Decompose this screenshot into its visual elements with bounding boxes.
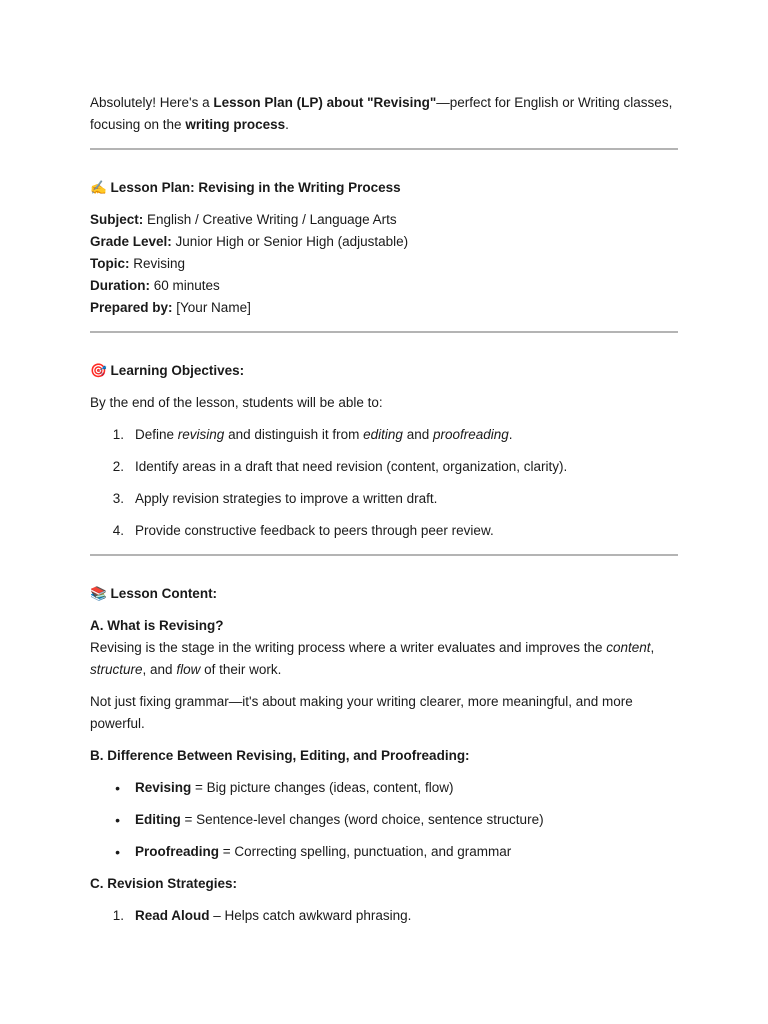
meta-block [90, 209, 678, 319]
list-item: • Revising = Big picture changes (ideas, content, flow) [90, 777, 678, 799]
list-item: 2. Identify areas in a draft that need revision (content, organization, clarity). [112, 459, 568, 474]
divider [90, 554, 678, 556]
bullet-icon: • [115, 844, 120, 860]
section-a-heading: A. What is Revising? [90, 618, 224, 633]
list-item: 3. Apply revision strategies to improve a written draft. [112, 491, 438, 506]
meta-subject: Subject: English / Creative Writing / Language Arts [90, 212, 397, 227]
meta-prepared-by: Prepared by: [Your Name] [90, 300, 251, 315]
divider [90, 148, 678, 150]
strategies-list [90, 905, 678, 927]
section-a-paragraph-1: Revising is the stage in the writing process where a writer evaluates and improves the content, structure, and flow of their work. [90, 640, 655, 677]
intro-text: —perfect for English or Writing classes, focusing on the [90, 95, 673, 132]
meta-topic: Topic: Revising [90, 256, 186, 271]
divider [90, 331, 678, 333]
list-item: • Proofreading = Correcting spelling, punctuation, and grammar [90, 841, 678, 863]
content-heading: 📚 Lesson Content: [90, 586, 218, 601]
plan-title: ✍️ Lesson Plan: Revising in the Writing Process [90, 180, 401, 195]
document-content [90, 92, 678, 927]
intro-bold-title: Lesson Plan (LP) about "Revising" [213, 95, 437, 110]
meta-grade-level: Grade Level: Junior High or Senior High (adjustable) [90, 234, 409, 249]
bullet-icon: • [115, 780, 120, 796]
objectives-lead: By the end of the lesson, students will be able to: [90, 395, 383, 410]
meta-duration: Duration: 60 minutes [90, 278, 220, 293]
list-item: 1. Define revising and distinguish it from editing and proofreading. [112, 427, 513, 442]
intro-text: . [285, 117, 289, 132]
list-item: 4. Provide constructive feedback to peers through peer review. [112, 523, 494, 538]
intro-text: Absolutely! Here's a [90, 95, 214, 110]
difference-list [90, 777, 678, 863]
section-b-heading: B. Difference Between Revising, Editing, and Proofreading: [90, 748, 470, 763]
list-item: • Editing = Sentence-level changes (word choice, sentence structure) [90, 809, 678, 831]
intro-bold-process: writing process [185, 117, 286, 132]
list-item: 1. Read Aloud – Helps catch awkward phrasing. [112, 908, 412, 923]
objectives-list [90, 424, 678, 542]
section-a-paragraph-2: Not just fixing grammar—it's about making your writing clearer, more meaningful, and more powerful. [90, 694, 633, 731]
section-c-heading: C. Revision Strategies: [90, 876, 238, 891]
intro-paragraph [90, 92, 678, 136]
bullet-icon: • [115, 812, 120, 828]
objectives-heading: 🎯 Learning Objectives: [90, 363, 245, 378]
